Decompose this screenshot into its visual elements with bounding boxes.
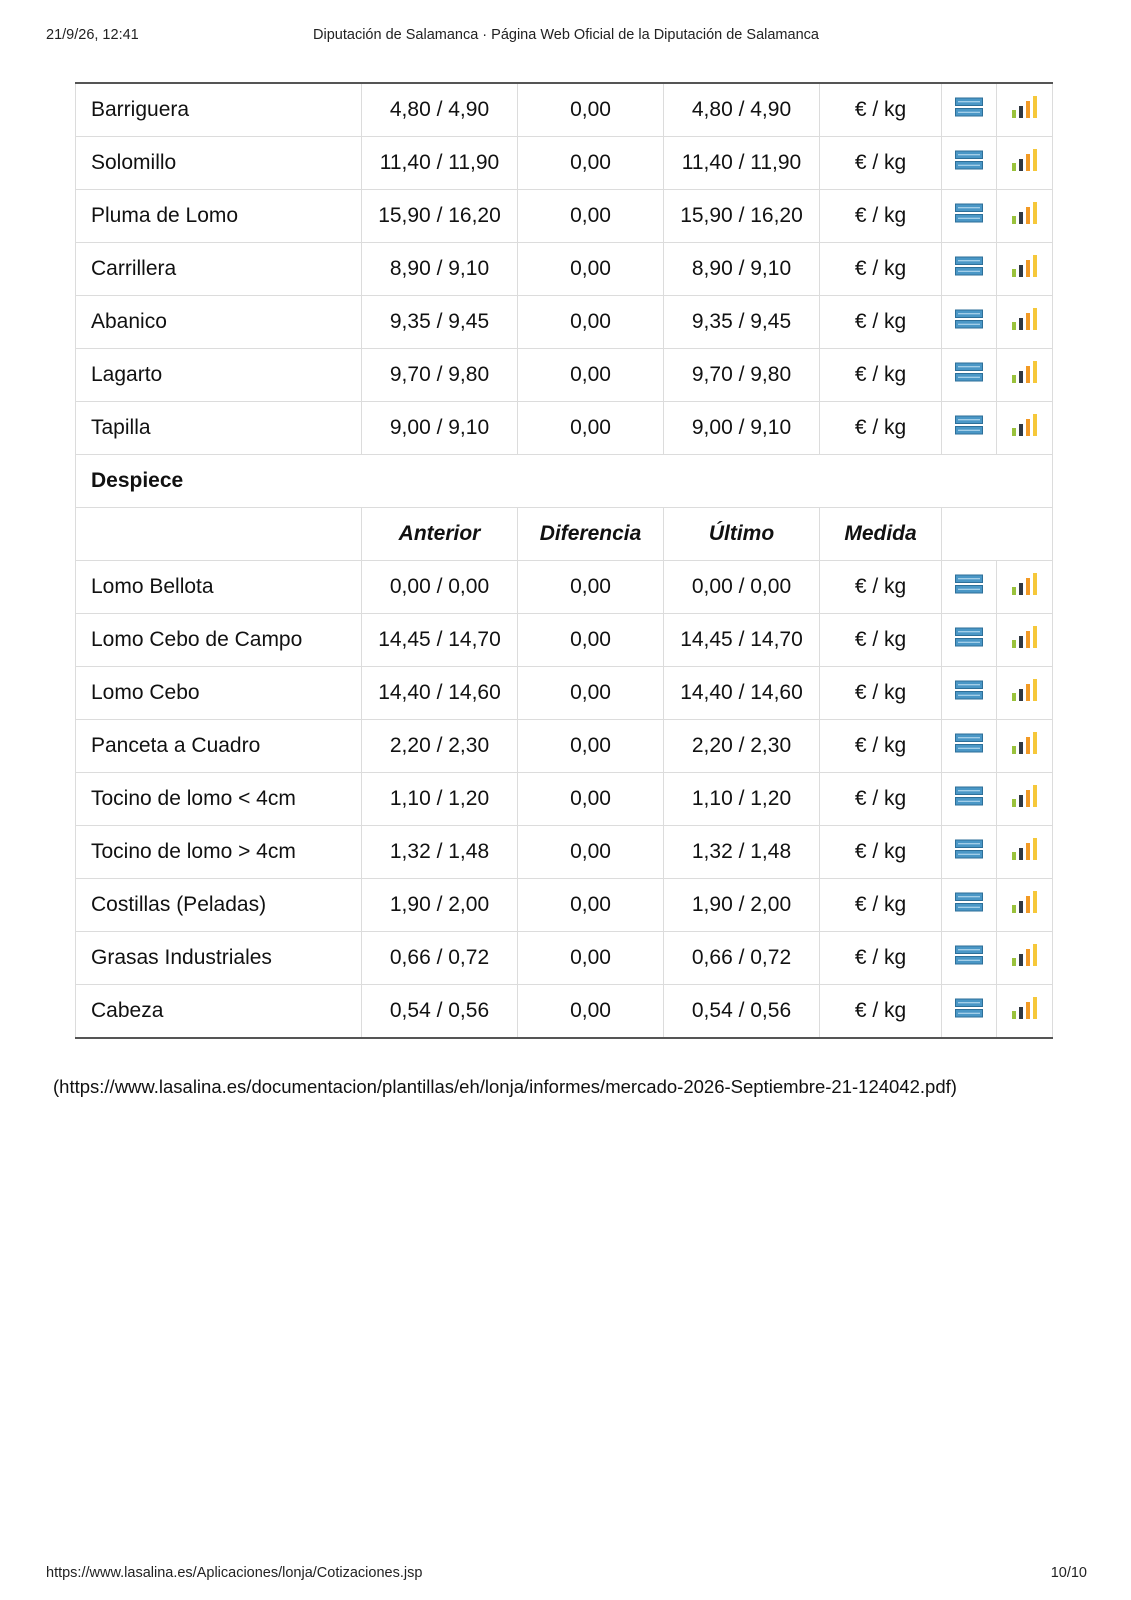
print-header (46, 27, 1086, 47)
chart-cell (997, 614, 1053, 667)
history-cell (942, 614, 997, 667)
bar-chart-icon[interactable] (1011, 148, 1039, 178)
product-name-cell: Lagarto (76, 349, 362, 402)
list-icon[interactable] (955, 945, 983, 971)
diferencia-cell: 0,00 (518, 561, 664, 614)
column-header-row (76, 508, 1053, 561)
chart-cell (997, 296, 1053, 349)
table-row (76, 720, 1053, 773)
diferencia-cell: 0,00 (518, 137, 664, 190)
bar-chart-icon[interactable] (1011, 996, 1039, 1026)
print-url: https://www.lasalina.es/Aplicaciones/lonja/Cotizaciones.jsp (46, 1565, 423, 1581)
list-icon[interactable] (955, 97, 983, 123)
chart-cell (997, 561, 1053, 614)
anterior-cell: 14,45 / 14,70 (362, 614, 518, 667)
history-cell (942, 83, 997, 137)
product-name-cell: Cabeza (76, 985, 362, 1039)
column-header-ultimo: Último (664, 508, 820, 561)
medida-cell: € / kg (820, 879, 942, 932)
bar-chart-icon[interactable] (1011, 360, 1039, 390)
ultimo-cell: 9,00 / 9,10 (664, 402, 820, 455)
chart-cell (997, 826, 1053, 879)
ultimo-cell: 1,10 / 1,20 (664, 773, 820, 826)
print-datetime: 21/9/26, 12:41 (46, 27, 139, 43)
medida-cell: € / kg (820, 83, 942, 137)
list-icon[interactable] (955, 574, 983, 600)
list-icon[interactable] (955, 892, 983, 918)
diferencia-cell: 0,00 (518, 985, 664, 1039)
table-row (76, 243, 1053, 296)
product-name-cell: Lomo Cebo (76, 667, 362, 720)
diferencia-cell: 0,00 (518, 773, 664, 826)
medida-cell: € / kg (820, 932, 942, 985)
table-row (76, 932, 1053, 985)
medida-cell: € / kg (820, 985, 942, 1039)
section-header-row (76, 455, 1053, 508)
medida-cell: € / kg (820, 243, 942, 296)
product-name-cell: Lomo Bellota (76, 561, 362, 614)
anterior-cell: 14,40 / 14,60 (362, 667, 518, 720)
medida-cell: € / kg (820, 402, 942, 455)
product-name-cell: Carrillera (76, 243, 362, 296)
table-row (76, 190, 1053, 243)
diferencia-cell: 0,00 (518, 349, 664, 402)
bar-chart-icon[interactable] (1011, 625, 1039, 655)
diferencia-cell: 0,00 (518, 826, 664, 879)
anterior-cell: 0,66 / 0,72 (362, 932, 518, 985)
ultimo-cell: 0,54 / 0,56 (664, 985, 820, 1039)
chart-cell (997, 985, 1053, 1039)
history-cell (942, 720, 997, 773)
history-cell (942, 826, 997, 879)
product-name-cell: Barriguera (76, 83, 362, 137)
bar-chart-icon[interactable] (1011, 254, 1039, 284)
anterior-cell: 1,90 / 2,00 (362, 879, 518, 932)
table-row (76, 402, 1053, 455)
product-name-cell: Solomillo (76, 137, 362, 190)
list-icon[interactable] (955, 680, 983, 706)
bar-chart-icon[interactable] (1011, 890, 1039, 920)
table-row (76, 296, 1053, 349)
ultimo-cell: 1,32 / 1,48 (664, 826, 820, 879)
anterior-cell: 15,90 / 16,20 (362, 190, 518, 243)
medida-cell: € / kg (820, 667, 942, 720)
list-icon[interactable] (955, 998, 983, 1024)
despiece-section (76, 455, 1053, 561)
history-cell (942, 773, 997, 826)
history-cell (942, 879, 997, 932)
bar-chart-icon[interactable] (1011, 307, 1039, 337)
bar-chart-icon[interactable] (1011, 731, 1039, 761)
list-icon[interactable] (955, 150, 983, 176)
history-cell (942, 296, 997, 349)
history-cell (942, 402, 997, 455)
print-page-number: 10/10 (1050, 1565, 1087, 1581)
diferencia-cell: 0,00 (518, 720, 664, 773)
ultimo-cell: 0,00 / 0,00 (664, 561, 820, 614)
list-icon[interactable] (955, 256, 983, 282)
history-cell (942, 137, 997, 190)
column-header-actions (942, 508, 1053, 561)
ultimo-cell: 4,80 / 4,90 (664, 83, 820, 137)
diferencia-cell: 0,00 (518, 243, 664, 296)
product-name-cell: Tocino de lomo < 4cm (76, 773, 362, 826)
medida-cell: € / kg (820, 349, 942, 402)
anterior-cell: 11,40 / 11,90 (362, 137, 518, 190)
column-header-diferencia: Diferencia (518, 508, 664, 561)
column-header-medida: Medida (820, 508, 942, 561)
list-icon[interactable] (955, 362, 983, 388)
chart-cell (997, 932, 1053, 985)
anterior-cell: 9,70 / 9,80 (362, 349, 518, 402)
bar-chart-icon[interactable] (1011, 678, 1039, 708)
anterior-cell: 4,80 / 4,90 (362, 83, 518, 137)
anterior-cell: 9,00 / 9,10 (362, 402, 518, 455)
history-cell (942, 667, 997, 720)
product-name-cell: Costillas (Peladas) (76, 879, 362, 932)
diferencia-cell: 0,00 (518, 83, 664, 137)
ultimo-cell: 14,45 / 14,70 (664, 614, 820, 667)
bar-chart-icon[interactable] (1011, 784, 1039, 814)
bar-chart-icon[interactable] (1011, 201, 1039, 231)
source-pdf-link[interactable]: (https://www.lasalina.es/documentacion/plantillas/eh/lonja/informes/mercado-2026-Septiembre-21-124042.pdf) (53, 1076, 957, 1097)
anterior-cell: 8,90 / 9,10 (362, 243, 518, 296)
product-name-cell: Tapilla (76, 402, 362, 455)
chart-cell (997, 349, 1053, 402)
medida-cell: € / kg (820, 190, 942, 243)
chart-cell (997, 773, 1053, 826)
ultimo-cell: 14,40 / 14,60 (664, 667, 820, 720)
price-table-top-rows (76, 83, 1053, 455)
section-title: Despiece (76, 455, 1053, 508)
table-row (76, 614, 1053, 667)
medida-cell: € / kg (820, 773, 942, 826)
product-name-cell: Panceta a Cuadro (76, 720, 362, 773)
product-name-cell: Pluma de Lomo (76, 190, 362, 243)
medida-cell: € / kg (820, 137, 942, 190)
column-header-anterior: Anterior (362, 508, 518, 561)
chart-cell (997, 190, 1053, 243)
print-footer (46, 1565, 1087, 1585)
history-cell (942, 561, 997, 614)
history-cell (942, 190, 997, 243)
diferencia-cell: 0,00 (518, 190, 664, 243)
ultimo-cell: 0,66 / 0,72 (664, 932, 820, 985)
diferencia-cell: 0,00 (518, 932, 664, 985)
list-icon[interactable] (955, 203, 983, 229)
print-page-title: Diputación de Salamanca · Página Web Oficial de la Diputación de Salamanca (313, 27, 819, 43)
chart-cell (997, 667, 1053, 720)
table-row (76, 561, 1053, 614)
bar-chart-icon[interactable] (1011, 95, 1039, 125)
table-row (76, 667, 1053, 720)
bar-chart-icon[interactable] (1011, 572, 1039, 602)
ultimo-cell: 9,35 / 9,45 (664, 296, 820, 349)
anterior-cell: 1,32 / 1,48 (362, 826, 518, 879)
ultimo-cell: 15,90 / 16,20 (664, 190, 820, 243)
table-row (76, 83, 1053, 137)
chart-cell (997, 83, 1053, 137)
table-row (76, 773, 1053, 826)
chart-cell (997, 402, 1053, 455)
anterior-cell: 2,20 / 2,30 (362, 720, 518, 773)
diferencia-cell: 0,00 (518, 879, 664, 932)
medida-cell: € / kg (820, 561, 942, 614)
anterior-cell: 0,54 / 0,56 (362, 985, 518, 1039)
table-row (76, 879, 1053, 932)
bar-chart-icon[interactable] (1011, 837, 1039, 867)
chart-cell (997, 879, 1053, 932)
chart-cell (997, 137, 1053, 190)
medida-cell: € / kg (820, 296, 942, 349)
table-row (76, 137, 1053, 190)
product-name-cell: Abanico (76, 296, 362, 349)
list-icon[interactable] (955, 733, 983, 759)
history-cell (942, 985, 997, 1039)
column-header-empty (76, 508, 362, 561)
list-icon[interactable] (955, 627, 983, 653)
despiece-rows (76, 561, 1053, 1039)
price-table (75, 82, 1053, 1039)
table-row (76, 985, 1053, 1039)
anterior-cell: 0,00 / 0,00 (362, 561, 518, 614)
product-name-cell: Tocino de lomo > 4cm (76, 826, 362, 879)
anterior-cell: 1,10 / 1,20 (362, 773, 518, 826)
bar-chart-icon[interactable] (1011, 413, 1039, 443)
product-name-cell: Lomo Cebo de Campo (76, 614, 362, 667)
ultimo-cell: 1,90 / 2,00 (664, 879, 820, 932)
history-cell (942, 932, 997, 985)
table-row (76, 826, 1053, 879)
list-icon[interactable] (955, 309, 983, 335)
medida-cell: € / kg (820, 826, 942, 879)
medida-cell: € / kg (820, 720, 942, 773)
chart-cell (997, 720, 1053, 773)
diferencia-cell: 0,00 (518, 296, 664, 349)
chart-cell (997, 243, 1053, 296)
diferencia-cell: 0,00 (518, 402, 664, 455)
diferencia-cell: 0,00 (518, 614, 664, 667)
medida-cell: € / kg (820, 614, 942, 667)
table-row (76, 349, 1053, 402)
list-icon[interactable] (955, 786, 983, 812)
ultimo-cell: 11,40 / 11,90 (664, 137, 820, 190)
list-icon[interactable] (955, 415, 983, 441)
ultimo-cell: 8,90 / 9,10 (664, 243, 820, 296)
history-cell (942, 243, 997, 296)
product-name-cell: Grasas Industriales (76, 932, 362, 985)
ultimo-cell: 9,70 / 9,80 (664, 349, 820, 402)
history-cell (942, 349, 997, 402)
diferencia-cell: 0,00 (518, 667, 664, 720)
ultimo-cell: 2,20 / 2,30 (664, 720, 820, 773)
anterior-cell: 9,35 / 9,45 (362, 296, 518, 349)
list-icon[interactable] (955, 839, 983, 865)
bar-chart-icon[interactable] (1011, 943, 1039, 973)
